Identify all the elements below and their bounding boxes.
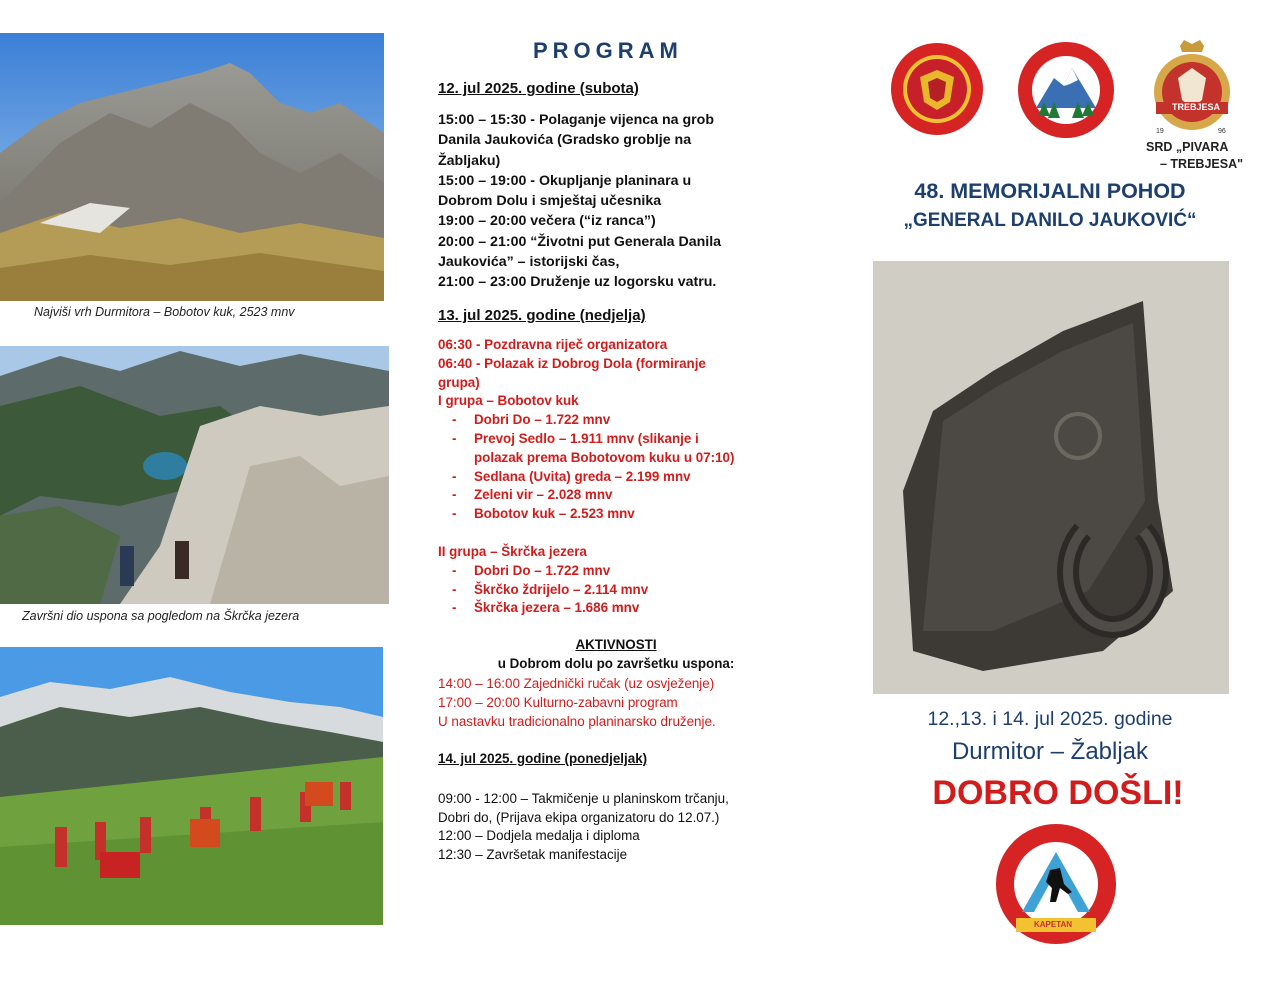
- schedule-line: Jaukovića” – istorijski čas,: [438, 254, 620, 271]
- list-item: - Bobotov kuk – 2.523 mnv: [452, 506, 635, 522]
- schedule-line: 20:00 – 21:00 “Životni put Generala Danila: [438, 233, 722, 250]
- schedule-line: 15:00 – 19:00 - Okupljanje planinara u: [438, 172, 692, 189]
- schedule-line: Danila Jaukovića (Gradsko groblje na: [438, 132, 692, 149]
- list-item: - Sedlana (Uvita) greda – 2.199 mnv: [452, 468, 691, 484]
- list-item: - Škrčka jezera – 1.686 mnv: [452, 600, 640, 616]
- mountaineering-association-logo: [1014, 40, 1118, 140]
- program-title: PROGRAM: [533, 38, 683, 63]
- srd-pivara-line1: SRD „PIVARA: [1146, 140, 1229, 154]
- trebjesa-logo-year-right: 96: [1218, 128, 1226, 135]
- day2-heading: 13. jul 2025. godine (nedjelja): [438, 307, 646, 324]
- activities-subheading: u Dobrom dolu po završetku uspona:: [497, 656, 735, 671]
- welcome-text: DOBRO DOŠLI!: [932, 774, 1184, 812]
- photo-skrcka-jezera: [0, 346, 389, 604]
- event-dates: 12.,13. i 14. jul 2025. godine: [927, 708, 1173, 730]
- photo-bobotov-kuk: [0, 33, 384, 301]
- schedule-line: 19:00 – 20:00 večera (“iz ranca”): [438, 213, 656, 230]
- srd-pivara-line2: – TREBJESA": [1160, 157, 1244, 171]
- photo1-caption: Najviši vrh Durmitora – Bobotov kuk, 2523 mnv: [34, 305, 295, 319]
- trebjesa-logo: [1150, 38, 1234, 134]
- schedule-line: 06:40 - Polazak iz Dobrog Dola (formiranje: [438, 355, 706, 371]
- schedule-line: 15:00 – 15:30 - Polaganje vijenca na grob: [438, 112, 714, 128]
- schedule-line: 12:00 – Dodjela medalja i diploma: [438, 828, 640, 843]
- day1-schedule: [438, 110, 794, 293]
- schedule-line: 09:00 - 12:00 – Takmičenje u planinskom trčanju,: [438, 791, 729, 806]
- list-item: - Dobri Do – 1.722 mnv: [452, 562, 611, 578]
- schedule-line: Dobri do, (Prijava ekipa organizatoru do 12.07.): [438, 810, 720, 825]
- event-title-line2: „GENERAL DANILO JAUKOVIĆ“: [903, 210, 1197, 231]
- day2-schedule: [438, 336, 794, 524]
- activity-line: 14:00 – 16:00 Zajednički ručak (uz osvježenje): [438, 676, 715, 691]
- trebjesa-logo-text: TREBJESA: [1172, 102, 1221, 112]
- schedule-line: 06:30 - Pozdravna riječ organizatora: [438, 337, 668, 352]
- group2-heading: II grupa – Škrčka jezera: [438, 544, 587, 559]
- list-item: - Škrčko ždrijelo – 2.114 mnv: [452, 581, 649, 597]
- military-mountaineers-club-logo: [994, 822, 1118, 946]
- activity-line: 17:00 – 20:00 Kulturno-zabavni program: [438, 695, 678, 710]
- ministry-defence-logo: [890, 42, 984, 136]
- day1-heading: 12. jul 2025. godine (subota): [438, 80, 639, 97]
- event-place: Durmitor – Žabljak: [951, 738, 1149, 765]
- schedule-line: grupa): [438, 374, 480, 390]
- list-item: - Zeleni vir – 2.028 mnv: [452, 487, 613, 503]
- activity-line: U nastavku tradicionalno planinarsko druženje.: [438, 714, 716, 729]
- trebjesa-logo-year-left: 19: [1156, 128, 1164, 135]
- schedule-line: 21:00 – 23:00 Druženje uz logorsku vatru.: [438, 274, 717, 291]
- list-item: polazak prema Bobotovom kuku u 07:10): [474, 449, 735, 465]
- group1-heading: I grupa – Bobotov kuk: [438, 393, 579, 409]
- schedule-line: Dobrom Dolu i smještaj učesnika: [438, 193, 662, 210]
- activities-heading: AKTIVNOSTI: [575, 637, 657, 652]
- schedule-line: Žabljaku): [438, 152, 501, 169]
- list-item: - Prevoj Sedlo – 1.911 mnv (slikanje i: [452, 430, 699, 446]
- event-title-line1: 48. MEMORIJALNI POHOD: [914, 179, 1186, 203]
- memorial-plaque-photo: [873, 261, 1229, 694]
- photo-group-mountaineers: [0, 647, 383, 925]
- day3-heading: 14. jul 2025. godine (ponedjeljak): [438, 751, 648, 766]
- club-logo-bottom-text: KAPETAN: [1034, 920, 1073, 929]
- schedule-line: 12:30 – Završetak manifestacije: [438, 847, 628, 862]
- list-item: - Dobri Do – 1.722 mnv: [452, 412, 611, 428]
- photo2-caption: Završni dio uspona sa pogledom na Škrčka jezera: [22, 609, 300, 623]
- group2-block: [438, 543, 794, 618]
